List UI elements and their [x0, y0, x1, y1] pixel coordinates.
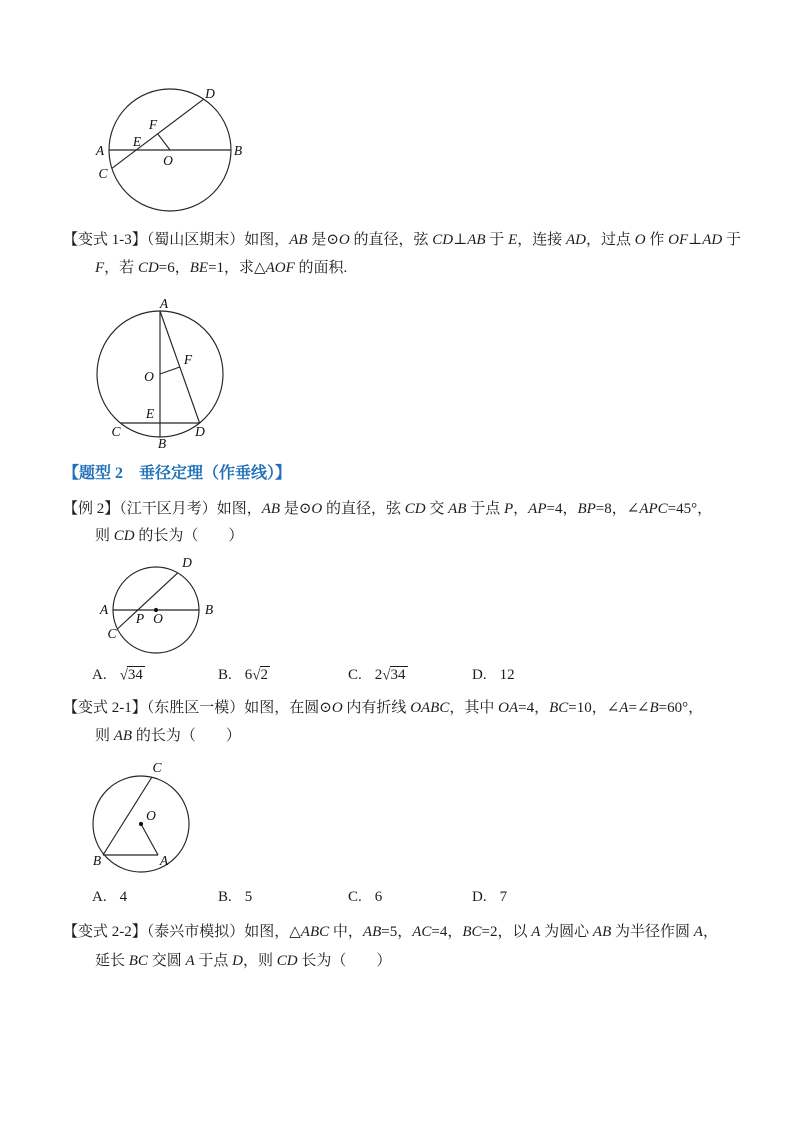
- option-ex2-a: [92, 665, 145, 685]
- point-label-b: B: [157, 436, 167, 451]
- chord-cd-line: [117, 573, 177, 629]
- option-label: D.: [472, 667, 487, 683]
- sqrt-radical: √34: [119, 667, 143, 684]
- sqrt-radical: √2: [252, 667, 268, 684]
- option-value: 12: [499, 667, 515, 683]
- point-label-p: P: [135, 611, 145, 626]
- point-label-e: E: [145, 406, 155, 421]
- option-ex2-c: [348, 665, 408, 685]
- option-value: 6√2: [244, 667, 268, 684]
- problem-v21-line1: 【变式 2-1】（东胜区一模）如图，在圆⊙O 内有折线 OABC，其中 OA=4，BC=10，∠A=∠B=60°，: [63, 700, 704, 716]
- point-label-o: O: [146, 808, 156, 823]
- option-ex2-d: [472, 665, 515, 685]
- option-label: C.: [348, 889, 362, 905]
- figure-circle-chord-through-p: [98, 556, 218, 660]
- problem-v22-line2: 延长 BC 交圆 A 于点 D，则 CD 长为（ ）: [95, 953, 392, 969]
- point-label-c: C: [98, 166, 108, 181]
- point-label-b: B: [92, 853, 102, 868]
- point-label-o: O: [163, 153, 173, 168]
- point-label-b: B: [233, 143, 243, 158]
- problem-v13-line2: F，若 CD=6，BE=1，求△AOF 的面积.: [95, 260, 348, 276]
- option-label: A.: [92, 667, 107, 683]
- option-value: 6: [374, 889, 383, 905]
- point-label-c: C: [152, 760, 162, 775]
- option-value: 7: [499, 889, 508, 905]
- figure-circle-diameter-ab-chord-cd: [90, 78, 250, 218]
- point-label-c: C: [111, 424, 121, 439]
- problem-ex2-line1: 【例 2】（江干区月考）如图，AB 是⊙O 的直径，弦 CD 交 AB 于点 P，AP=4，BP=8，∠APC=45°，: [63, 501, 713, 517]
- point-label-a: A: [95, 143, 105, 158]
- point-label-f: F: [148, 117, 158, 132]
- option-v21-a: [92, 887, 127, 907]
- point-label-o: O: [144, 369, 154, 384]
- point-label-o: O: [153, 611, 163, 626]
- option-value: 2√34: [374, 667, 406, 684]
- option-label: C.: [348, 667, 362, 683]
- segment-of-line: [158, 134, 170, 150]
- segment-of-line: [160, 367, 180, 374]
- point-label-c: C: [107, 626, 117, 641]
- option-label: A.: [92, 889, 107, 905]
- option-v21-c: [348, 887, 382, 907]
- problem-v22-line1: 【变式 2-2】（泰兴市模拟）如图，△ABC 中，AB=5，AC=4，BC=2，以 A 为圆心 AB 为半径作圆 A，: [63, 924, 718, 940]
- option-label: B.: [218, 889, 232, 905]
- figure-circle-vertical-diameter-ab: [88, 296, 238, 452]
- option-v21-b: [218, 887, 252, 907]
- option-label: B.: [218, 667, 232, 683]
- center-dot: [139, 822, 143, 826]
- point-label-d: D: [182, 555, 192, 570]
- problem-v13-line1: 【变式 1-3】（蜀山区期末）如图，AB 是⊙O 的直径，弦 CD⊥AB 于 E，连接 AD，过点 O 作 OF⊥AD 于: [63, 232, 741, 248]
- point-label-d: D: [205, 86, 215, 101]
- figure-circle-polyline-oabc: [88, 755, 198, 880]
- problem-v21-line2: 则 AB 的长为（ ）: [95, 728, 241, 744]
- option-v21-d: [472, 887, 507, 907]
- point-label-e: E: [132, 134, 142, 149]
- problem-ex2-line2: 则 CD 的长为（ ）: [95, 528, 244, 544]
- point-label-a: A: [159, 853, 169, 868]
- point-label-a: A: [99, 602, 109, 617]
- option-label: D.: [472, 889, 487, 905]
- point-label-f: F: [183, 352, 193, 367]
- option-value: [120, 667, 145, 683]
- point-label-b: B: [204, 602, 214, 617]
- segment-bc-line: [103, 777, 152, 855]
- point-label-a: A: [159, 296, 169, 311]
- option-ex2-b: [218, 665, 270, 685]
- option-value: 4: [119, 889, 128, 905]
- option-value: 5: [244, 889, 253, 905]
- segment-oa-line: [141, 824, 158, 855]
- point-label-d: D: [195, 424, 205, 439]
- sqrt-radical: √34: [382, 667, 406, 684]
- section-heading-type2: 【题型 2 垂径定理（作垂线）】: [63, 465, 292, 482]
